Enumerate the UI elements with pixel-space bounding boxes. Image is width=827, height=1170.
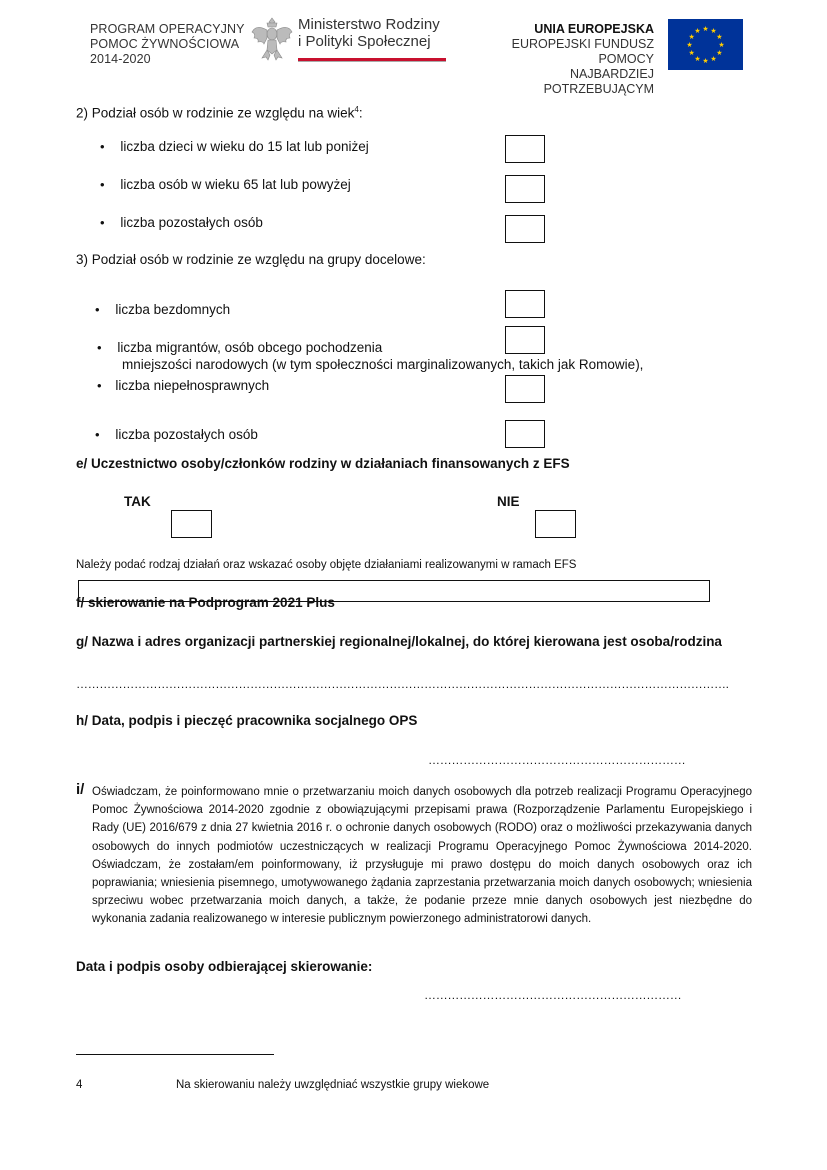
count-box-homeless[interactable] (505, 290, 545, 318)
polish-eagle-icon (250, 14, 294, 64)
eu-line2: EUROPEJSKI FUNDUSZ POMOCY (511, 37, 654, 66)
list-item: • liczba niepełnosprawnych (97, 378, 270, 393)
list-item: • liczba dzieci w wieku do 15 lat lub poniżej (100, 139, 369, 154)
program-line1: PROGRAM OPERACYJNY (90, 22, 245, 36)
ministry-line1: Ministerstwo Rodziny (298, 16, 440, 33)
footnote-separator (76, 1054, 274, 1055)
eu-star-icon: ★ (710, 28, 717, 36)
list-item: • liczba osób w wieku 65 lat lub powyżej (100, 177, 351, 192)
section-i-label: i/ (76, 781, 85, 798)
list-item: • liczba bezdomnych (95, 302, 231, 317)
no-checkbox[interactable] (535, 510, 576, 538)
list-item: • liczba pozostałych osób (95, 427, 258, 442)
eu-line1: UNIA EUROPEJSKA (534, 22, 654, 36)
eu-star-icon: ★ (716, 50, 723, 57)
section3-title: 3) Podział osób w rodzinie ze względu na grupy docelowe: (76, 252, 426, 267)
no-label: NIE (497, 494, 520, 509)
footnote-text: Na skierowaniu należy uwzględniać wszystkie grupy wiekowe (176, 1079, 490, 1091)
bullet-icon: • (97, 340, 102, 355)
program-line2: POMOC ŻYWNOŚCIOWA (90, 37, 240, 51)
recipient-signature-line[interactable]: ………………………………………………………… (424, 988, 682, 1002)
bullet-icon: • (95, 427, 100, 442)
eu-flag-icon (668, 19, 743, 70)
footnote-ref: 4 (354, 105, 359, 114)
list-item: • liczba pozostałych osób (100, 215, 263, 230)
section2-title: 2) Podział osób w rodzinie ze względu na wiek$^4$: (76, 105, 363, 121)
organization-dotted-line[interactable]: ……………………………………………………………………………………………………………………………………………………. (76, 677, 729, 691)
eu-star-icon: ★ (688, 50, 695, 57)
eu-star-icon: ★ (694, 28, 701, 36)
list-item-continuation: mniejszości narodowych (w tym społeczności marginalizowanych, takich jak Romowie), (122, 357, 644, 372)
count-box-migrants[interactable] (505, 326, 545, 354)
program-line3: 2014-2020 (90, 52, 151, 66)
eu-logo-text (462, 22, 654, 97)
ministry-logo-text (298, 16, 440, 50)
section-e-title: e/ Uczestnictwo osoby/członków rodziny w działaniach finansowanych z EFS (76, 456, 570, 471)
program-logo-text (90, 22, 245, 67)
ministry-line2: i Polityki Społecznej (298, 33, 431, 50)
section-f-title: f/ skierowanie na Podprogram 2021 Plus (76, 595, 335, 610)
eu-star-icon: ★ (688, 34, 695, 41)
eu-star-icon: ★ (710, 55, 717, 63)
list-item: • liczba migrantów, osób obcego pochodzenia (97, 340, 383, 355)
worker-signature-line[interactable]: ………………………………………………………… (428, 753, 686, 767)
ministry-grey-rule (298, 61, 446, 62)
section-h-title: h/ Data, podpis i pieczęć pracownika socjalnego OPS (76, 713, 418, 728)
bullet-icon: • (100, 177, 105, 192)
eu-star-icon: ★ (702, 58, 709, 65)
count-box-other-groups[interactable] (505, 420, 545, 448)
section-g-title: g/ Nazwa i adres organizacji partnerskiej regionalnej/lokalnej, do której kierowana jest osoba/rodzina (76, 634, 722, 649)
bullet-icon: • (100, 215, 105, 230)
efs-note: Należy podać rodzaj działań oraz wskazać osoby objęte działaniami realizowanymi w ramach EFS (76, 559, 577, 571)
eu-star-icon: ★ (694, 55, 701, 63)
eu-star-icon: ★ (686, 42, 693, 49)
footnote-number: 4 (76, 1079, 83, 1091)
recipient-signature-title: Data i podpis osoby odbierającej skierowanie: (76, 959, 373, 974)
gdpr-statement: Oświadczam, że poinformowano mnie o przetwarzaniu moich danych osobowych dla potrzeb realizacji Programu Operacyjnego Pomoc Żywnościowa 2014-2020 zgodnie z obowiązującymi przepisami prawa (Rozporządzenie Parlamentu Europejskiego i Rady (UE) 2016/679 z dnia 27 kwietnia 2016 r. o ochronie danych osobowych (RODO) oraz o możliwości przekazywania danych osobowych do innych podmiotów uczestniczących w realizacji Programu Operacyjnego Pomoc Żywnościowa 2014-2020. Oświadczam, że zostałam/em poinformowany, iż przysługuje mi prawo dostępu do moich danych osobowych oraz ich poprawiania; wniesienia pisemnego, umotywowanego żądania zaprzestania przetwarzania moich danych osobowych; wniesienia sprzeciwu wobec przetwarzania moich danych, a także, że podanie przeze mnie danych osobowych jest niezbędne do wykonania zadania realizowanego w interesie publicznym powierzonego administratorowi danych. (92, 786, 752, 926)
eu-star-icon: ★ (718, 42, 725, 49)
eu-star-icon: ★ (702, 26, 709, 33)
eu-star-icon: ★ (716, 34, 723, 41)
count-box-seniors[interactable] (505, 175, 545, 203)
yes-checkbox[interactable] (171, 510, 212, 538)
yes-label: TAK (124, 494, 151, 509)
bullet-icon: • (100, 139, 105, 154)
bullet-icon: • (95, 302, 100, 317)
eu-line3: NAJBARDZIEJ POTRZEBUJĄCYM (543, 67, 654, 96)
bullet-icon: • (97, 378, 102, 393)
count-box-disabled[interactable] (505, 375, 545, 403)
count-box-other-age[interactable] (505, 215, 545, 243)
count-box-children[interactable] (505, 135, 545, 163)
